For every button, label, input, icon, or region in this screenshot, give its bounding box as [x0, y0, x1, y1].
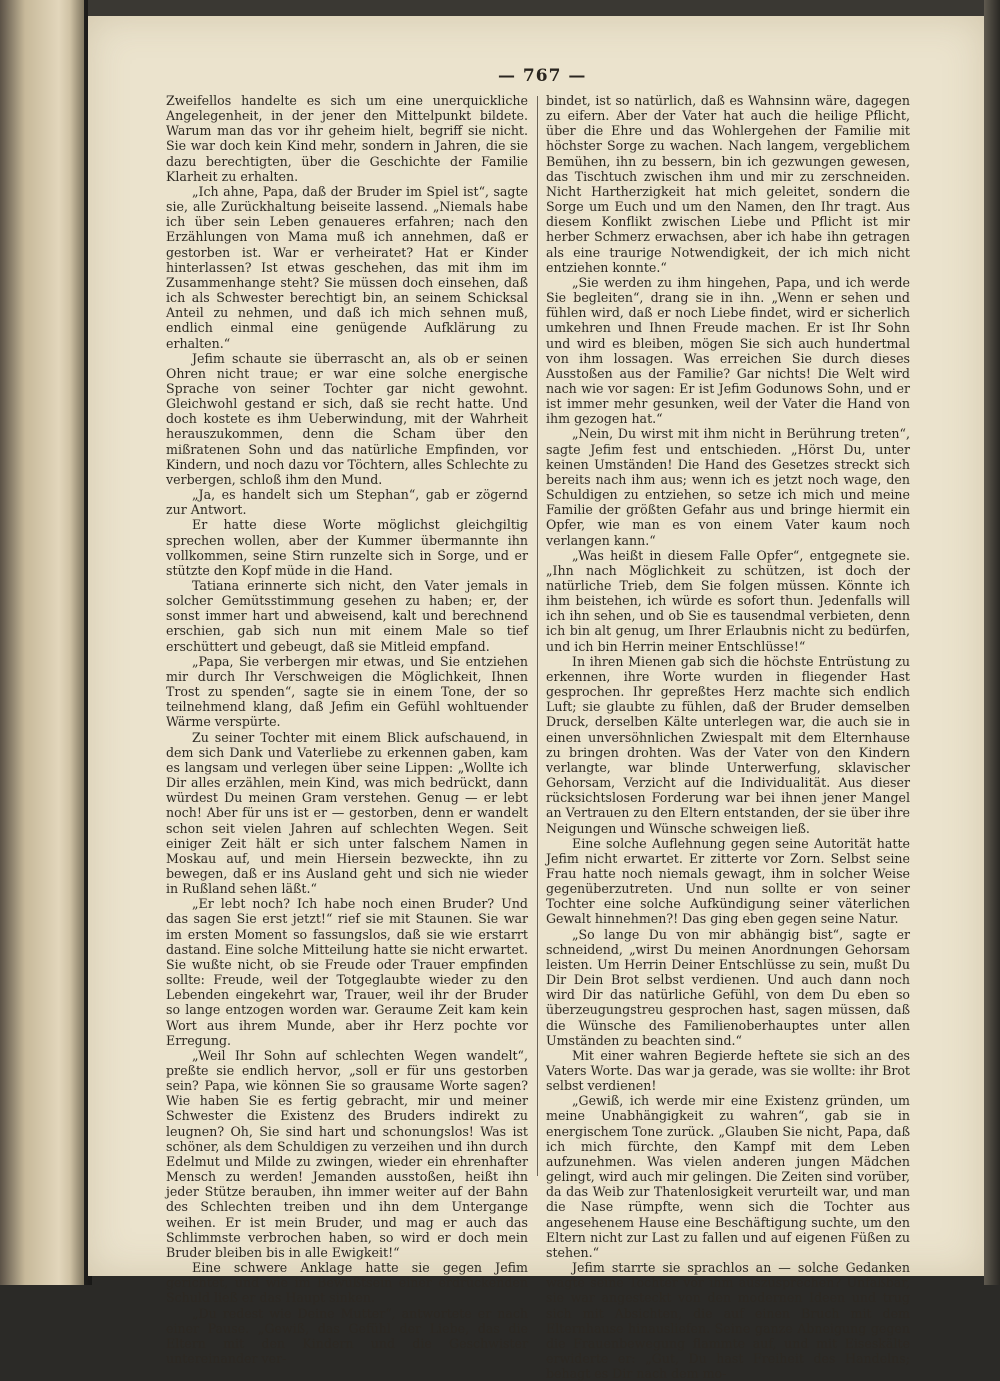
paragraph: „Papa, Sie verbergen mir etwas, und Sie entziehen mir durch Ihr Verschweigen die Möglichkeit, Ihnen Trost zu spenden“, sagte sie in einem Tone, der so teilnehmend klang, daß Jefim ein Gefühl wohltuender Wärme verspürte.: [166, 653, 528, 730]
page-number: — 767 —: [498, 66, 587, 86]
paragraph: bindet, ist so natürlich, daß es Wahnsinn wäre, dagegen zu eifern. Aber der Vater hat auch die heilige Pflicht, über die Ehre und das Wohlergehen der Familie mit höchster Sorge zu wachen. Nach langem, vergeblichem Bemühen, ihn zu bessern, bin ich gezwungen gewesen, das Tischtuch zwischen ihm und mir zu zerschneiden. Nicht Hartherzigkeit hat mich geleitet, sondern die Sorge um Euch und um den Namen, den Ihr tragt. Aus diesem Konflikt zwischen Liebe und Pflicht ist mir herber Schmerz erwachsen, aber ich habe ihn getragen als eine traurige Notwendigkeit, der ich mich nicht entziehen konnte.“: [546, 93, 910, 275]
paragraph: „Nein, Du wirst mit ihm nicht in Berührung treten“, sagte Jefim fest und entschieden. „Hörst Du, unter keinen Umständen! Die Hand des Gesetzes streckt sich bereits nach ihm aus; wenn ich es jetzt noch wage, den Schuldigen zu entziehen, so setze ich mich und meine Familie der größten Gefahr aus und bringe hiermit ein Opfer, wie man es von einem Vater kaum noch verlangen kann.“: [546, 426, 910, 548]
paragraph: „Du redest wie Deine Mutter“, antwortete er nach einer Pause. „Gewiß, das Gefühl der Liebe, das die Eltern mit den Kindern und die Geschwister untereinander ver-: [166, 1305, 528, 1366]
top-edge: [88, 0, 1000, 16]
paragraph: „Ich ahne, Papa, daß der Bruder im Spiel ist“, sagte sie, alle Zurückhaltung beiseite lassend. „Niemals habe ich über sein Leben genaueres erfahren; nach den Erzählungen von Mama muß ich annehmen, daß er gestorben ist. War er verheiratet? Hat er Kinder hinterlassen? Ist etwas geschehen, das mit ihm im Zusammenhange steht? Sie müssen doch einsehen, daß ich als Schwester berechtigt bin, an seinem Schicksal Anteil zu nehmen, und daß ich mich sehnen muß, endlich einmal eine genügende Aufklärung zu erhalten.“: [166, 183, 528, 351]
right-column: [546, 93, 910, 1381]
paragraph: „So lange Du von mir abhängig bist“, sagte er schneidend, „wirst Du meinen Anordnungen Gehorsam leisten. Um Herrin Deiner Entschlüsse zu sein, mußt Du Dir Dein Brot selbst verdienen. Und auch dann noch wird Dir das natürliche Gefühl, von dem Du eben so überzeugungstreu gesprochen hast, sagen müssen, daß die Wünsche des Familienoberhauptes unter allen Umständen zu beachten sind.“: [546, 926, 910, 1048]
paragraph: Eine schwere Anklage hatte sie gegen Jefim gerichtet, und wie im Bewußtsein einer erdrückenden Schuld ließ er das Haupt sinken.: [166, 1260, 528, 1306]
column-divider: [537, 96, 538, 1176]
paragraph: In ihren Mienen gab sich die höchste Entrüstung zu erkennen, ihre Worte wurden in fliegender Hast gesprochen. Ihr gepreßtes Herz machte sich endlich Luft; sie glaubte zu fühlen, daß der Bruder demselben Druck, derselben Kälte unterlegen war, die auch sie in einen unversöhnlichen Zwiespalt mit dem Elternhause zu bringen drohten. Was der Vater von den Kindern verlangte, war blinde Unterwerfung, sklavischer Gehorsam, Verzicht auf die Individualität. Aus dieser rücksichtslosen Forderung war bei ihnen jener Mangel an Vertrauen zu den Eltern entstanden, der sie über ihre Neigungen und Wünsche schweigen ließ.: [546, 653, 910, 836]
paragraph: „Gewiß, ich werde mir eine Existenz gründen, um meine Unabhängigkeit zu wahren“, gab sie in energischem Tone zurück. „Glauben Sie nicht, Papa, daß ich mich fürchte, den Kampf mit dem Leben aufzunehmen. Was vielen anderen jungen Mädchen gelingt, wird auch mir gelingen. Die Zeiten sind vorüber, da das Weib zur Thatenlosigkeit verurteilt war, und man die Nase rümpfte, wenn sich die Tochter aus angesehenem Hause eine Beschäftigung suchte, um den Eltern nicht zur Last zu fallen und auf eigenen Füßen zu stehen.“: [546, 1093, 910, 1260]
paragraph: „Was heißt in diesem Falle Opfer“, entgegnete sie. „Ihn nach Möglichkeit zu schützen, ist doch der natürliche Trieb, dem Sie folgen müssen. Könnte ich ihm beistehen, ich würde es sofort thun. Jedenfalls will ich ihn sehen, und ob Sie es tausendmal verbieten, denn ich bin alt genug, um Ihrer Erlaubnis nicht zu bedürfen, und ich bin Herrin meiner Entschlüsse!“: [546, 547, 910, 654]
left-column: [166, 93, 528, 1366]
paragraph: Zweifellos handelte es sich um eine unerquickliche Angelegenheit, in der jener den Mittelpunkt bildete. Warum man das vor ihr geheim hielt, begriff sie nicht. Sie war doch kein Kind mehr, sondern in Jahren, die sie dazu berechtigten, über die Geschichte der Familie Klarheit zu erhalten.: [166, 93, 528, 184]
page-edge: [984, 0, 1000, 1285]
paragraph: Eine solche Auflehnung gegen seine Autorität hatte Jefim nicht erwartet. Er zitterte vor Zorn. Selbst seine Frau hatte noch niemals gewagt, ihm in solcher Weise gegenüberzutreten. Und nun sollte er von seiner Tochter eine solche Aufkündigung seiner väterlichen Gewalt hinnehmen?! Das ging eben gegen seine Natur.: [546, 835, 910, 927]
paragraph: „Ja, es handelt sich um Stephan“, gab er zögernd zur Antwort.: [166, 487, 528, 518]
paragraph: Tatiana erinnerte sich nicht, den Vater jemals in solcher Gemütsstimmung gesehen zu haben; er, der sonst immer hart und abweisend, kalt und berechnend erschien, gab sich nun mit einem Male so tief erschüttert und gebeugt, daß sie Mitleid empfand.: [166, 578, 528, 654]
paragraph: Zu seiner Tochter mit einem Blick aufschauend, in dem sich Dank und Vaterliebe zu erkennen gaben, kam es langsam und verlegen über seine Lippen: „Wollte ich Dir alles erzählen, mein Kind, was mich bedrückt, dann würdest Du meinen Gram verstehen. Genug — er lebt noch! Aber für uns ist er — gestorben, denn er wandelt schon seit vielen Jahren auf schlechten Wegen. Seit einiger Zeit hält er sich unter falschem Namen in Moskau auf, und mein Hiersein bezweckte, ihn zu bewegen, daß er ins Ausland geht und sich nie wieder in Rußland sehen läßt.“: [166, 729, 528, 897]
paragraph: „Weil Ihr Sohn auf schlechten Wegen wandelt“, preßte sie endlich hervor, „soll er für uns gestorben sein? Papa, wie können Sie so grausame Worte sagen? Wie haben Sie es fertig gebracht, mir und meiner Schwester die Existenz des Bruders indirekt zu leugnen? Oh, Sie sind hart und schonungslos! Was ist schöner, als dem Schuldigen zu verzeihen und ihn durch Edelmut und Milde zu zwingen, wieder ein ehrenhafter Mensch zu werden! Jemanden ausstoßen, heißt ihn jeder Stütze berauben, ihn immer weiter auf der Bahn des Schlechten treiben und ihn dem Untergange weihen. Er ist mein Bruder, und mag er auch das Schlimmste verbrochen haben, so wird er doch mein Bruder bleiben bis in alle Ewigkeit!“: [166, 1047, 528, 1260]
paragraph: Mit einer wahren Begierde heftete sie sich an des Vaters Worte. Das war ja gerade, was sie wollte: ihr Brot selbst verdienen!: [546, 1047, 910, 1094]
paragraph: „Er lebt noch? Ich habe noch einen Bruder? Und das sagen Sie erst jetzt!“ rief sie mit Staunen. Sie war im ersten Moment so fassungslos, daß sie wie erstarrt dastand. Eine solche Mitteilung hatte sie nicht erwartet. Sie wußte nicht, ob sie Freude oder Trauer empfinden sollte: Freude, weil der Totgeglaubte wieder zu den Lebenden eingekehrt war, Trauer, weil ihr der Bruder so lange entzogen worden war. Geraume Zeit kam kein Wort aus ihrem Munde, aber ihr Herz pochte vor Erregung.: [166, 896, 528, 1048]
paragraph: Jefim schaute sie überrascht an, als ob er seinen Ohren nicht traue; er war eine solche energische Sprache von seiner Tochter gar nicht gewohnt. Gleichwohl gestand er sich, daß sie recht hatte. Und doch kostete es ihm Ueberwindung, mit der Wahrheit herauszukommen, denn die Scham über den mißratenen Sohn und das natürliche Empfinden, vor Kindern, und noch dazu vor Töchtern, alles Schlechte zu verbergen, schloß ihm den Mund.: [166, 350, 528, 487]
paragraph: Er hatte diese Worte möglichst gleichgiltig sprechen wollen, aber der Kummer übermannte ihn vollkommen, seine Stirn runzelte sich in Sorge, und er stützte den Kopf müde in die Hand.: [166, 517, 528, 578]
paragraph: Jefim starrte sie sprachlos an — solche Gedanken wagte seine Tochter vor ihm auszusprechen? Unfaßbar, sie war angesteckt von den modernen Ideen und trug sich mit Absichten, die auf einen Bruch mit dem Elternhause hinausliefen. Seine ganze Abneigung gegen die Frauenbewegung flammte auf, und mit Eiseskälte erwiderte er: „Gut, Du hast Freiheit des Handelns; behagt es Dir nach dem mo-: [546, 1260, 910, 1381]
paragraph: „Sie werden zu ihm hingehen, Papa, und ich werde Sie begleiten“, drang sie in ihn. „Wenn er sehen und fühlen wird, daß er noch Liebe findet, wird er sicherlich umkehren und Ihnen Freude machen. Er ist Ihr Sohn und wird es bleiben, mögen Sie sich auch hundertmal von ihm lossagen. Was erreichen Sie durch dieses Ausstoßen aus der Familie? Gar nichts! Die Welt wird nach wie vor sagen: Er ist Jefim Godunows Sohn, und er ist immer mehr gesunken, weil der Vater die Hand von ihm gezogen hat.“: [546, 274, 910, 427]
